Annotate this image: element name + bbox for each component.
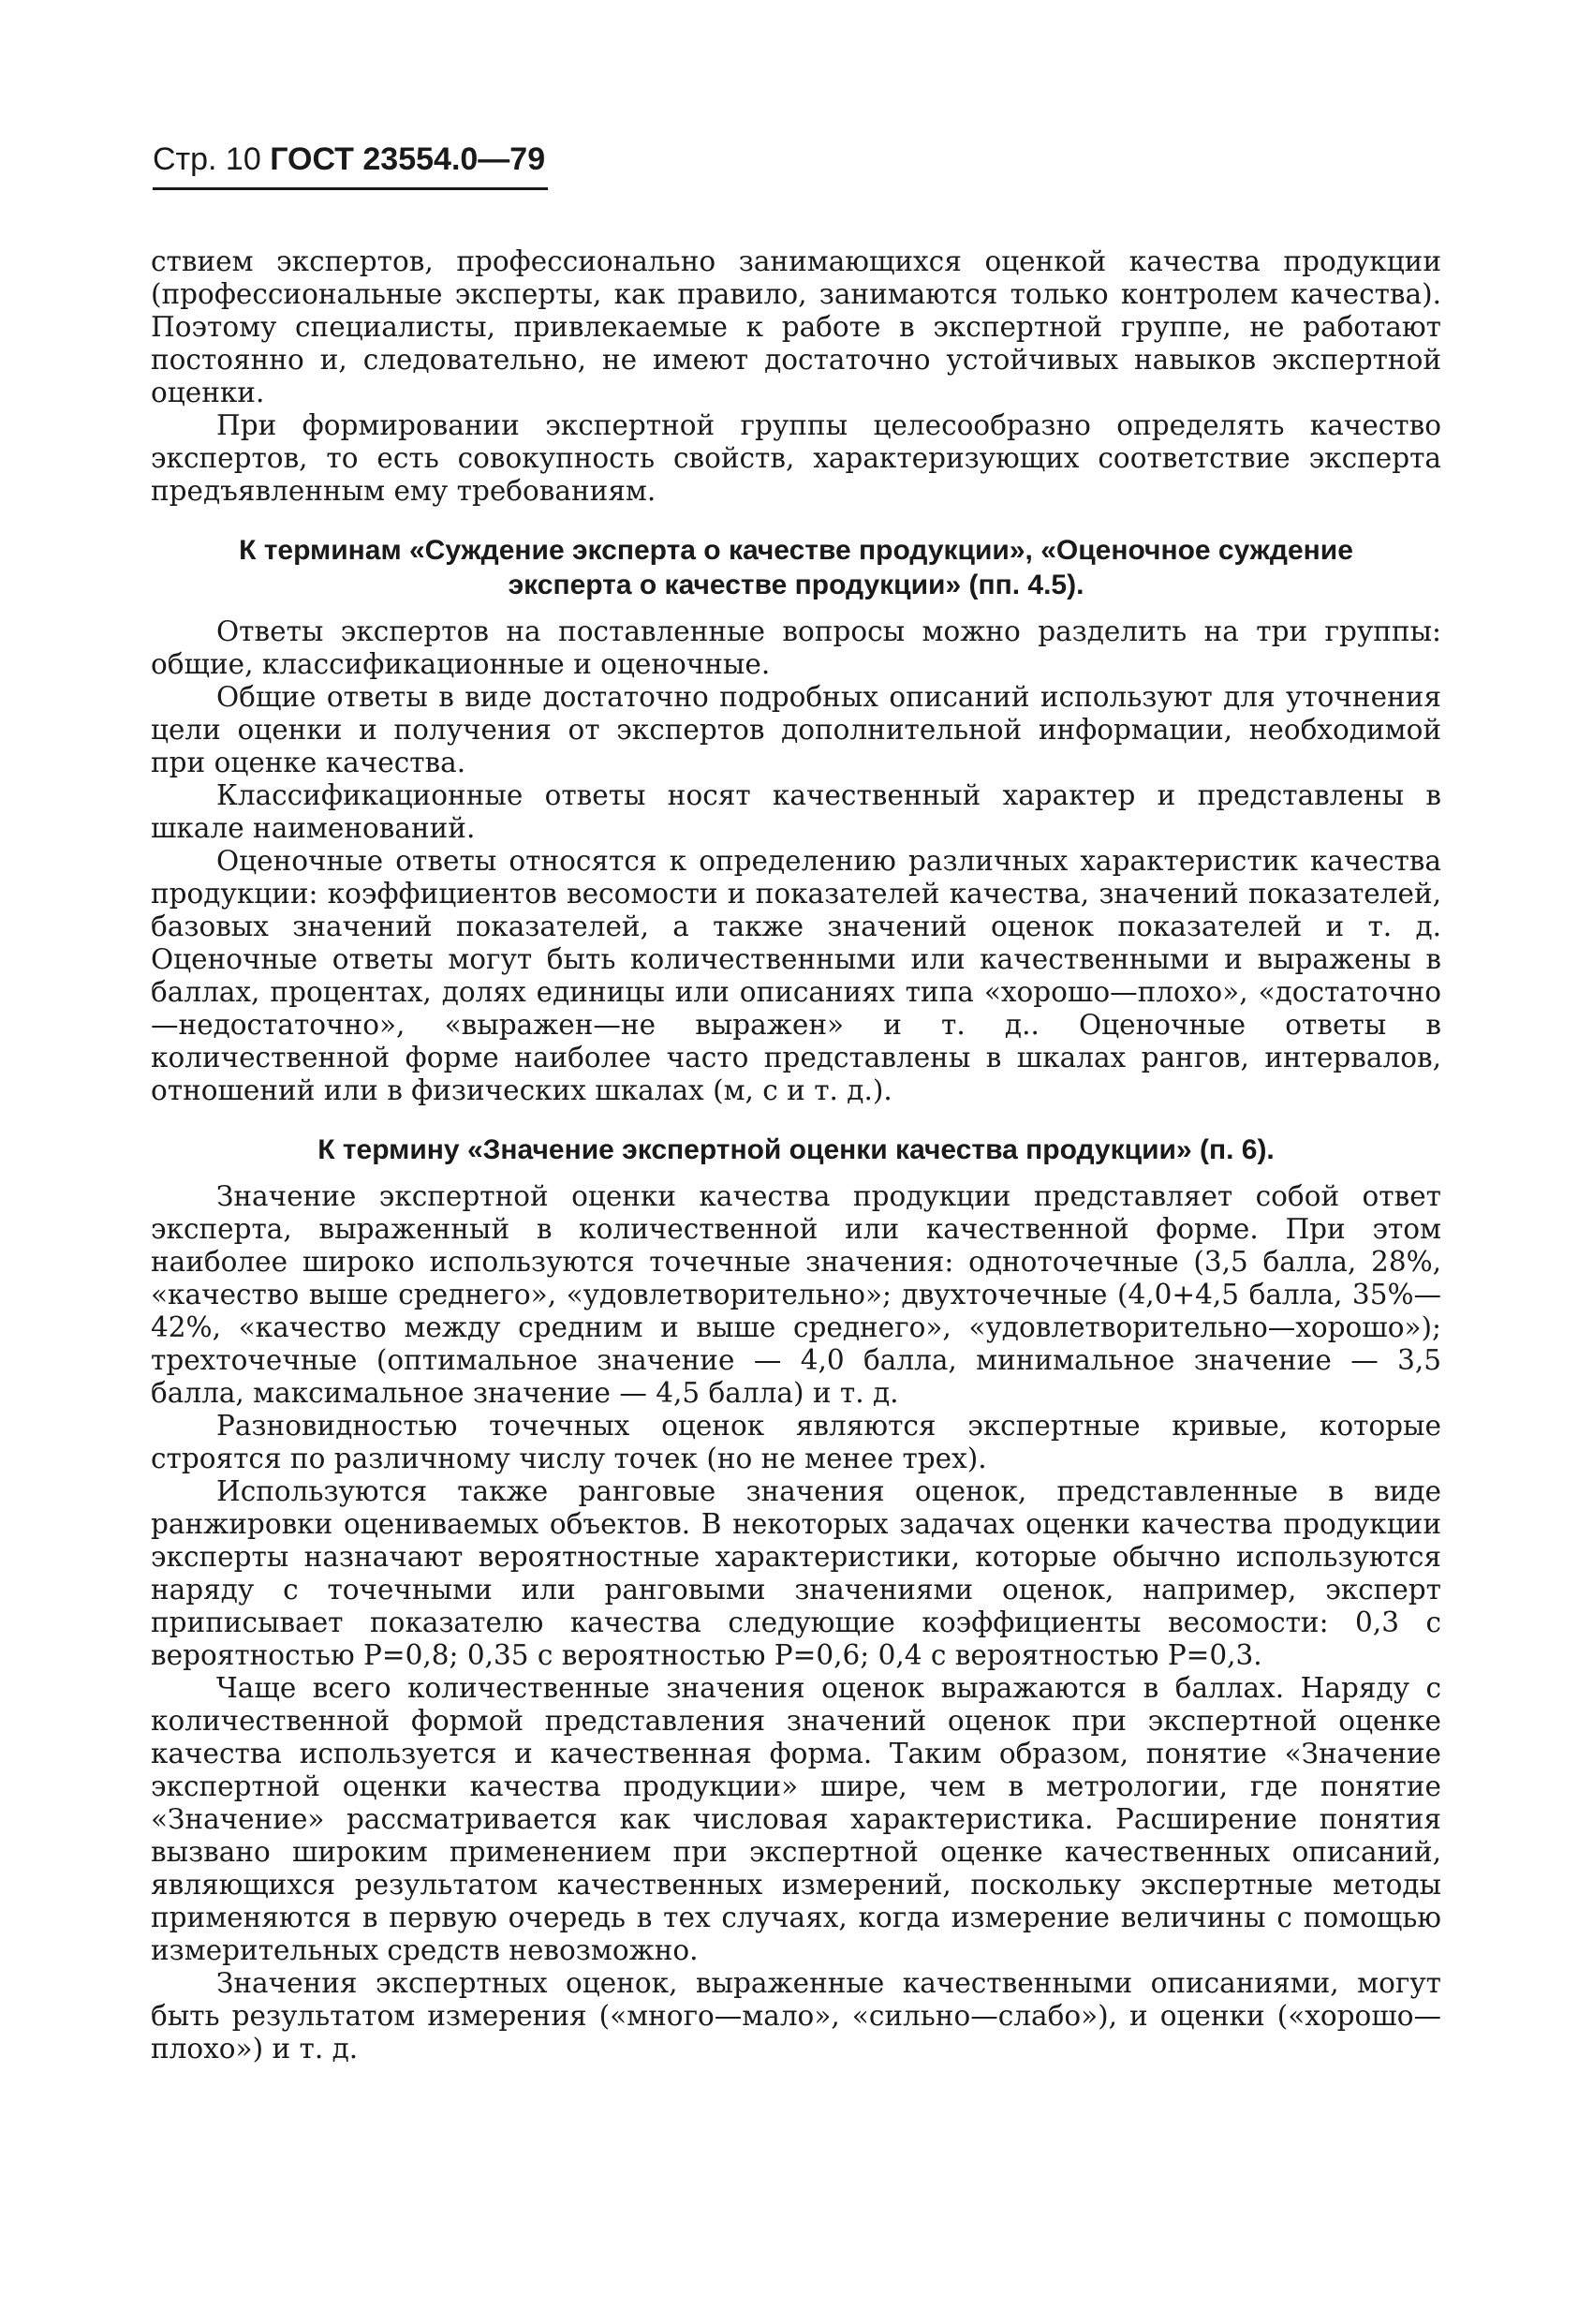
document-body <box>151 245 1441 2065</box>
header-underline <box>153 187 548 190</box>
standard-designation: ГОСТ 23554.0—79 <box>270 141 546 177</box>
paragraph: Оценочные ответы относятся к определению различных характеристик качества продукции: коэффициентов весомости и показателей качества, значений показателей, базовых значений показателей, а также значений оценок показателей и т. д. Оценочные ответы могут быть количественными или качественными и выражены в баллах, процентах, долях единицы или описаниях типа «хорошо—плохо», «достаточно—недостаточно», «выражен—не выражен» и т. д.. Оценочные ответы в количественной форме наиболее часто представлены в шкалах рангов, интервалов, отношений или в физических шкалах (м, с и т. д.). <box>151 845 1441 1106</box>
page-header <box>153 141 545 178</box>
paragraph: Чаще всего количественные значения оценок выражаются в баллах. Наряду с количественной формой представления значений оценок при экспертной оценке качества используется и качественная форма. Таким образом, понятие «Значение экспертной оценки качества продукции» шире, чем в метрологии, где понятие «Значение» рассматривается как числовая характеристика. Расширение понятия вызвано широким применением при экспертной оценке качественных описаний, являющихся результатом качественных измерений, поскольку экспертные методы применяются в первую очередь в тех случаях, когда измерение величины с помощью измерительных средств невозможно. <box>151 1672 1441 1966</box>
paragraph-continuation: ствием экспертов, профессионально занимающихся оценкой качества продукции (профессиональные эксперты, как правило, занимаются только контролем качества). Поэтому специалисты, привлекаемые к работе в экспертной группе, не работают постоянно и, следовательно, не имеют достаточно устойчивых навыков экспертной оценки. <box>151 245 1441 408</box>
paragraph: Классификационные ответы носят качественный характер и представлены в шкале наименований. <box>151 779 1441 844</box>
paragraph: При формировании экспертной группы целесообразно определять качество экспертов, то есть совокупность свойств, характеризующих соответствие эксперта предъявленным ему требованиям. <box>151 409 1441 507</box>
paragraph: Значение экспертной оценки качества продукции представляет собой ответ эксперта, выраженный в количественной или качественной форме. При этом наиболее широко используются точечные значения: одноточечные (3,5 балла, 28%, «качество выше среднего», «удовлетворительно»; двухточечные (4,0+4,5 балла, 35%—42%, «качество между средним и выше среднего», «удовлетворительно—хорошо»); трехточечные (оптимальное значение — 4,0 балла, минимальное значение — 3,5 балла, максимальное значение — 4,5 балла) и т. д. <box>151 1180 1441 1409</box>
paragraph: Общие ответы в виде достаточно подробных описаний используют для уточнения цели оценки и получения от экспертов дополнительной информации, необходимой при оценке качества. <box>151 681 1441 778</box>
section-heading: К термину «Значение экспертной оценки качества продукции» (п. 6). <box>317 1134 1275 1165</box>
paragraph: Используются также ранговые значения оценок, представленные в виде ранжировки оцениваемых объектов. В некоторых задачах оценки качества продукции эксперты назначают вероятностные характеристики, которые обычно используются наряду с точечными или ранговыми значениями оценок, например, эксперт приписывает показателю качества следующие коэффициенты весомости: 0,3 с вероятностью P=0,8; 0,35 с вероятностью P=0,6; 0,4 с вероятностью P=0,3. <box>151 1475 1441 1671</box>
page-number-label: Стр. 10 <box>153 141 261 177</box>
section-heading: К терминам «Суждение эксперта о качестве продукции», «Оценочное суждение эксперта о качестве продукции» (пп. 4.5). <box>239 535 1353 600</box>
paragraph: Разновидностью точечных оценок являются экспертные кривые, которые строятся по различному числу точек (но не менее трех). <box>151 1410 1441 1474</box>
paragraph: Ответы экспертов на поставленные вопросы можно разделить на три группы: общие, классификационные и оценочные. <box>151 615 1441 680</box>
paragraph: Значения экспертных оценок, выраженные качественными описаниями, могут быть результатом измерения («много—мало», «сильно—слабо»), и оценки («хорошо—плохо») и т. д. <box>151 1967 1441 2065</box>
